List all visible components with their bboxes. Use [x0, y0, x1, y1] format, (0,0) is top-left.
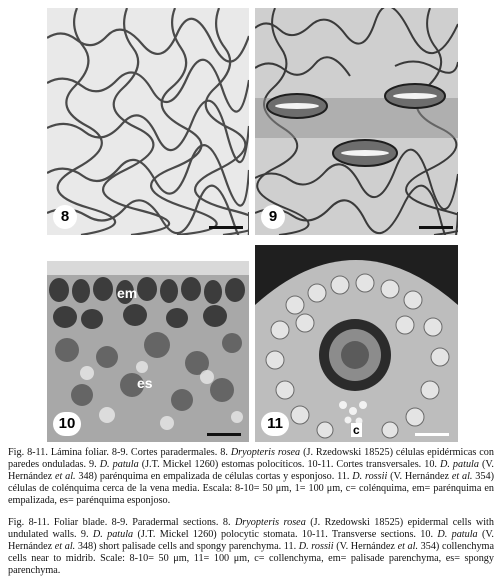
panel-label-8: 8	[53, 205, 77, 229]
caption-es-text: 354) células de colénquima cerca de la vena media. Escala: 8-10= 50 μm, 1= 100 μm, c= colénquima, em= parénquima en empalizada, es= parénquima esponjoso.	[8, 471, 494, 506]
micrograph-panel-8	[47, 8, 249, 235]
caption-en-text: (J.T. Mickel 1260) polocytic stomata. 10-11. Transverse sections. 10.	[133, 529, 438, 540]
caption-en-text: (J. Rzedowski 18525) epidermal cells with undulated walls. 9.	[8, 517, 494, 540]
caption-es-text: (J. Rzedowski 18525) células epidérmicas con paredes onduladas. 9.	[8, 447, 494, 470]
stomata-image	[255, 8, 458, 235]
caption-en-text: 348) short palisade cells and spongy parenchyma. 11.	[75, 541, 299, 552]
label-c: c	[353, 423, 360, 437]
epidermal-cells-image	[47, 8, 249, 235]
caption-es-etal: et al.	[54, 471, 76, 482]
label-es: es	[137, 375, 153, 391]
midrib-section-image	[255, 245, 458, 442]
caption-es-etal: et al.	[451, 471, 473, 482]
scale-bar-10	[207, 433, 241, 436]
panel-label-10: 10	[53, 412, 81, 436]
caption-en-etal: et al.	[397, 541, 419, 552]
caption-es-text: (V. Hernández	[387, 471, 452, 482]
scale-bar-8	[209, 226, 243, 229]
caption-en-text: (V. Hernández	[8, 529, 494, 552]
label-em: em	[117, 285, 138, 301]
scale-bar-9	[419, 226, 453, 229]
micrograph-panel-9	[255, 8, 458, 235]
caption-es-text: (J.T. Mickel 1260) estomas polocíticos. 10-11. Cortes transversales. 10.	[138, 459, 440, 470]
caption-es-species: D. patula	[99, 459, 139, 470]
caption-en-species: Dryopteris rosea	[234, 517, 306, 528]
transverse-section-image	[47, 245, 249, 442]
panel-label-9: 9	[261, 205, 285, 229]
micrograph-panel-11	[255, 245, 458, 442]
caption-en-species: D. patula	[437, 529, 478, 540]
caption-es-species: D. rossii	[352, 471, 388, 482]
caption-en-text: Fig. 8-11. Foliar blade. 8-9. Paradermal sections. 8.	[8, 517, 235, 528]
caption-es-species: D. patula	[440, 459, 479, 470]
caption-es-text: 348) parénquima en empalizada de células cortas y esponjoso. 11.	[75, 471, 353, 482]
scale-bar-11	[415, 433, 449, 436]
caption-en-species: D. rossii	[298, 541, 334, 552]
caption-spanish	[8, 447, 494, 507]
caption-en-text: (V. Hernández	[333, 541, 398, 552]
caption-es-species: Dryopteris rosea	[230, 447, 301, 458]
panel-label-11: 11	[261, 412, 289, 436]
caption-en-species: D. patula	[92, 529, 134, 540]
caption-es-text: (V. Hernández	[8, 459, 494, 482]
caption-english	[8, 517, 494, 577]
micrograph-panel-10	[47, 245, 249, 442]
caption-en-etal: et al.	[54, 541, 76, 552]
caption-en-text: 354) collenchyma cells near to midrib. Scale: 8-10= 50 μm, 11= 100 μm, c= collenchyma, em= palisade parenchyma, es= spongy parenchyma.	[8, 541, 494, 576]
caption-es-text: Fig. 8-11. Lámina foliar. 8-9. Cortes paradermales. 8.	[8, 447, 231, 458]
